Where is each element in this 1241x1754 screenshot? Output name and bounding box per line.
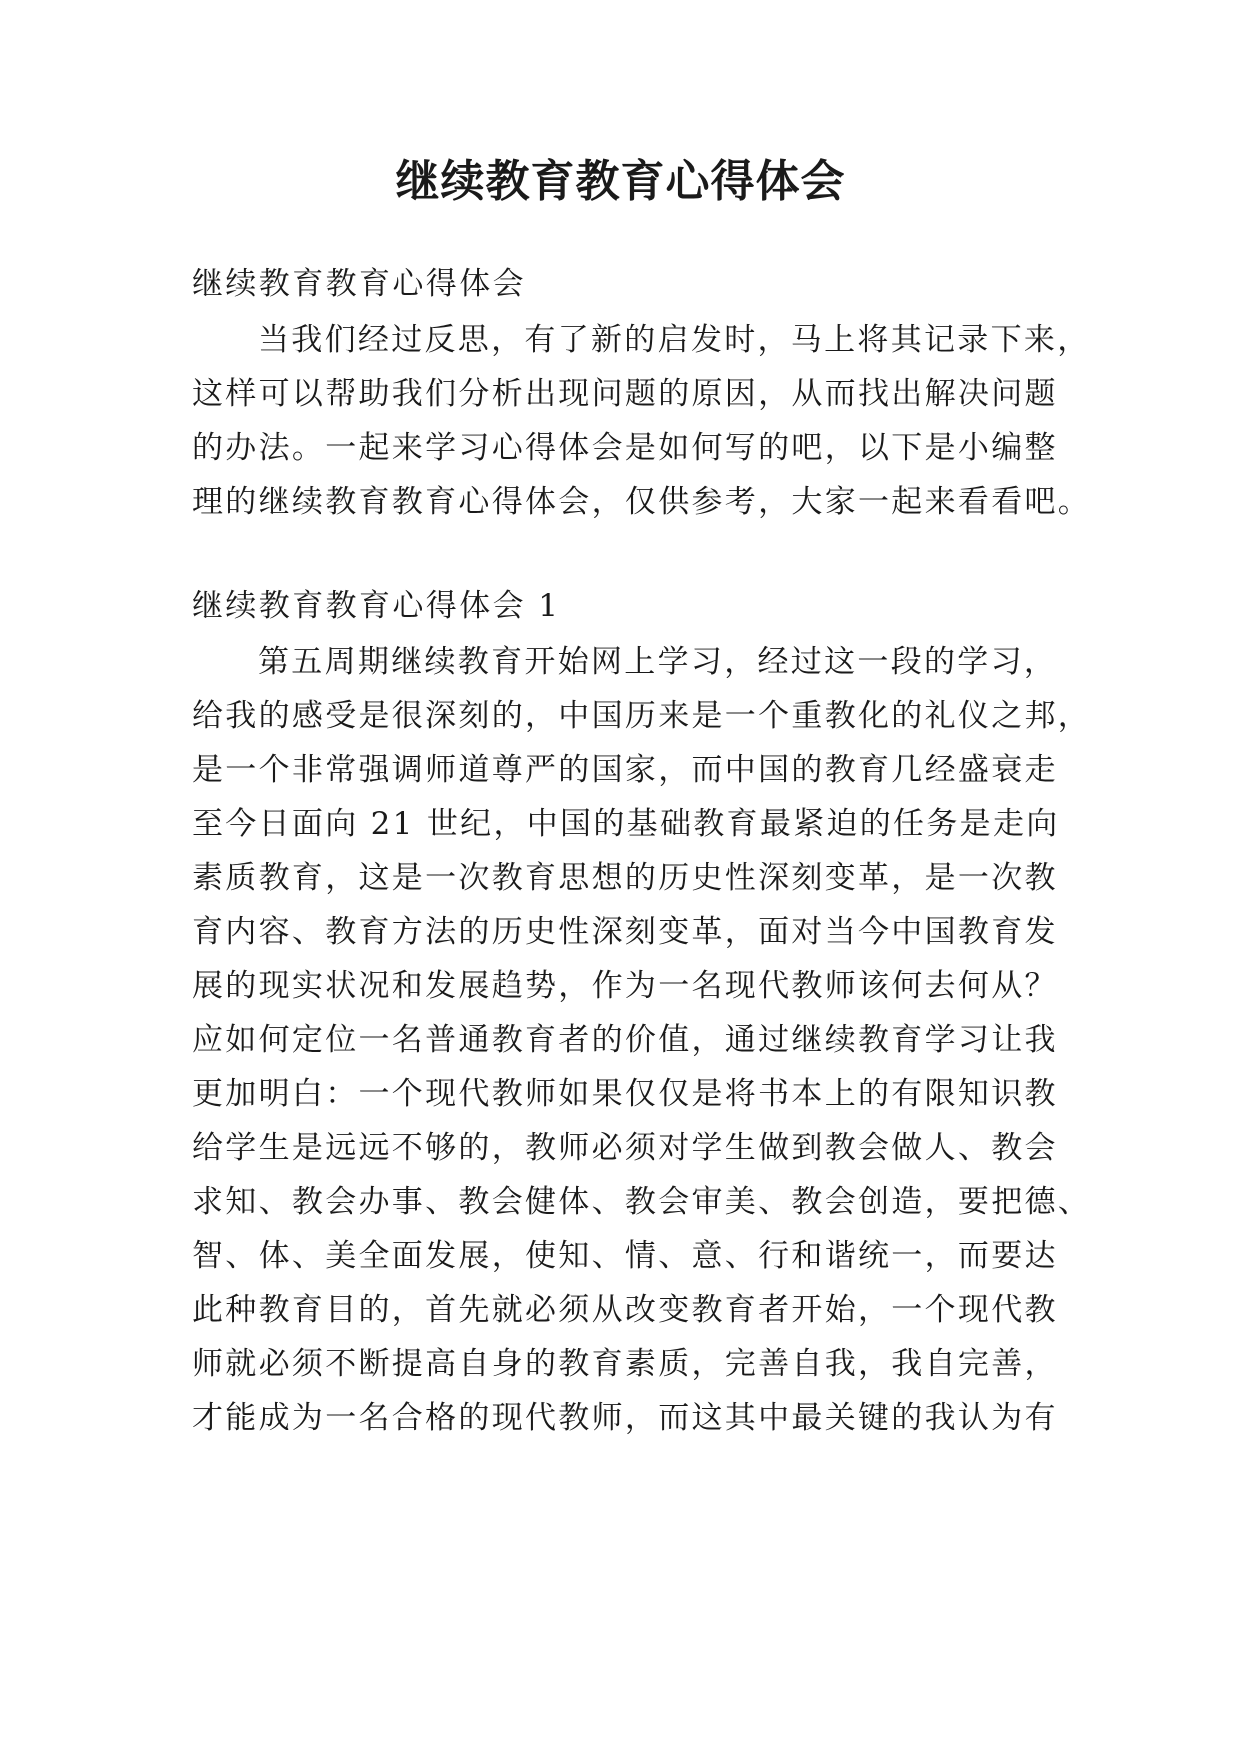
section-line: 此种教育目的，首先就必须从改变教育者开始，一个现代教 [192,1292,1058,1328]
intro-line: 当我们经过反思，有了新的启发时，马上将其记录下来， [258,322,1091,358]
section-heading: 继续教育教育心得体会 1 [192,588,561,624]
section-line: 给我的感受是很深刻的，中国历来是一个重教化的礼仪之邦， [192,698,1092,734]
section-line: 求知、教会办事、教会健体、教会审美、教会创造，要把德、 [192,1184,1092,1220]
section-line: 应如何定位一名普通教育者的价值，通过继续教育学习让我 [192,1022,1058,1058]
section-line: 至今日面向 21 世纪，中国的基础教育最紧迫的任务是走向 [192,806,1060,842]
section-line: 给学生是远远不够的，教师必须对学生做到教会做人、教会 [192,1130,1058,1166]
section-line: 是一个非常强调师道尊严的国家，而中国的教育几经盛衰走 [192,752,1058,788]
section-line: 第五周期继续教育开始网上学习，经过这一段的学习， [258,644,1058,680]
document-title: 继续教育教育心得体会 [395,156,846,207]
intro-line: 的办法。一起来学习心得体会是如何写的吧，以下是小编整 [192,430,1058,466]
intro-line: 理的继续教育教育心得体会，仅供参考，大家一起来看看吧。 [192,484,1092,520]
section-line: 才能成为一名合格的现代教师，而这其中最关键的我认为有 [192,1400,1058,1436]
section-line: 智、体、美全面发展，使知、情、意、行和谐统一，而要达 [192,1238,1058,1274]
intro-heading: 继续教育教育心得体会 [192,266,526,302]
section-line: 展的现实状况和发展趋势，作为一名现代教师该何去何从？ [192,968,1058,1004]
section-line: 素质教育，这是一次教育思想的历史性深刻变革，是一次教 [192,860,1058,896]
intro-line: 这样可以帮助我们分析出现问题的原因，从而找出解决问题 [192,376,1058,412]
section-line: 育内容、教育方法的历史性深刻变革，面对当今中国教育发 [192,914,1058,950]
section-line: 更加明白：一个现代教师如果仅仅是将书本上的有限知识教 [192,1076,1058,1112]
section-line: 师就必须不断提高自身的教育素质，完善自我，我自完善， [192,1346,1058,1382]
